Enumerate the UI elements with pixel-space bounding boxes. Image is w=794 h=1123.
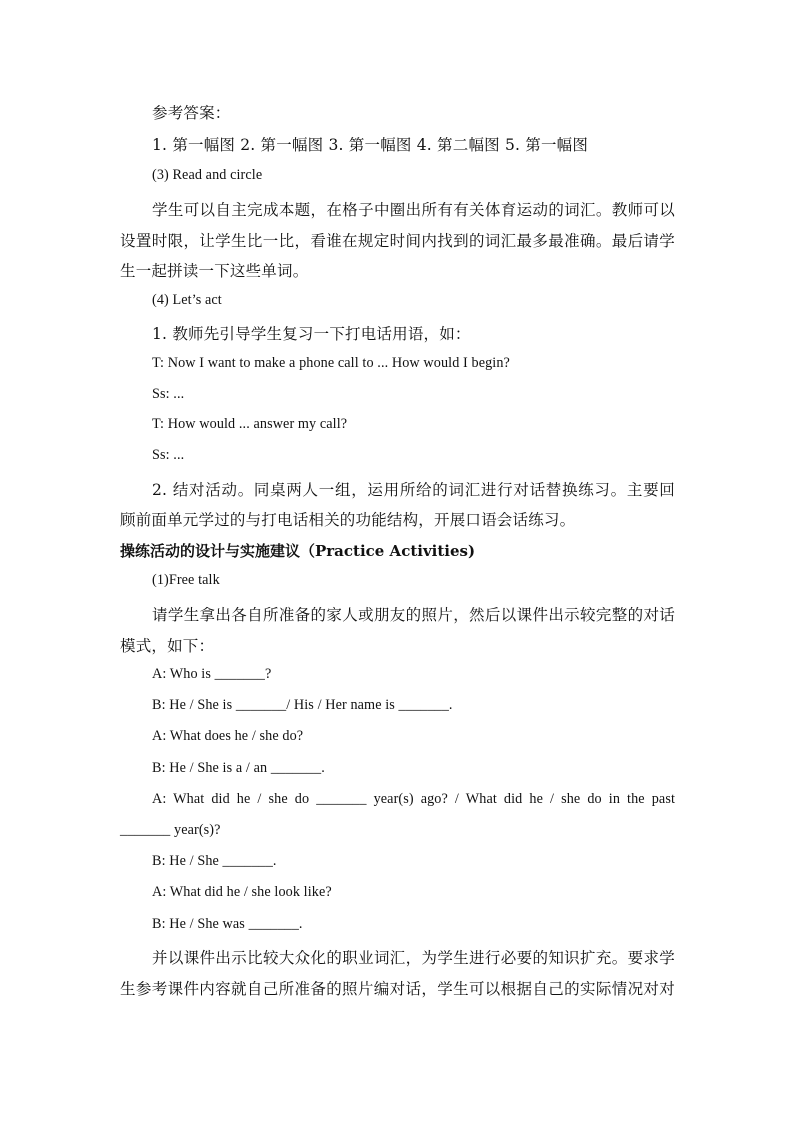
dialog-line: T: Now I want to make a phone call to ... How would I begin?: [152, 355, 510, 371]
dialog-line: B: He / She is a / an _______.: [152, 760, 325, 776]
paragraph-line: 模式，如下：: [120, 637, 215, 655]
paragraph-line: 学生可以自主完成本题，在格子中圈出所有有关体育运动的词汇。教师可以: [152, 201, 675, 219]
dialog-line: B: He / She was _______.: [152, 916, 303, 932]
practice-activities-heading: 操练活动的设计与实施建议（Practice Activities): [120, 542, 476, 560]
dialog-line: A: Who is _______?: [152, 666, 272, 682]
paragraph-line: 并以课件出示比较大众化的职业词汇，为学生进行必要的知识扩充。要求学: [152, 949, 675, 967]
dialog-line: Ss: ...: [152, 447, 185, 463]
dialog-line: B: He / She is _______/ His / Her name is _______.: [152, 697, 453, 713]
dialog-line: A: What did he / she look like?: [152, 884, 332, 900]
dialog-line: _______ year(s)?: [120, 822, 221, 838]
dialog-line: A: What did he / she do _______ year(s) ago? / What did he / she do in the past: [152, 791, 675, 807]
answers-label: 参考答案：: [152, 104, 231, 122]
answers-line: 1. 第一幅图 2. 第一幅图 3. 第一幅图 4. 第二幅图 5. 第一幅图: [152, 136, 589, 154]
paragraph-line: 设置时限，让学生比一比，看谁在规定时间内找到的词汇最多最准确。最后请学: [120, 232, 675, 250]
act-step-2-line: 2. 结对活动。同桌两人一组，运用所给的词汇进行对话替换练习。主要回: [152, 481, 675, 499]
section-title-lets-act: (4) Let’s act: [152, 292, 222, 308]
dialog-line: T: How would ... answer my call?: [152, 416, 348, 432]
paragraph-line: 生参考课件内容就自己所准备的照片编对话，学生可以根据自己的实际情况对对: [120, 980, 675, 998]
dialog-line: B: He / She _______.: [152, 853, 277, 869]
paragraph-line: 生一起拼读一下这些单词。: [120, 262, 309, 280]
section-title-free-talk: (1)Free talk: [152, 572, 220, 588]
section-title-read-and-circle: (3) Read and circle: [152, 167, 263, 183]
dialog-line: A: What does he / she do?: [152, 728, 304, 744]
act-step-1: 1. 教师先引导学生复习一下打电话用语，如：: [152, 325, 471, 343]
paragraph-line: 请学生拿出各自所准备的家人或朋友的照片，然后以课件出示较完整的对话: [152, 606, 675, 624]
dialog-line: Ss: ...: [152, 386, 185, 402]
act-step-2-line: 顾前面单元学过的与打电话相关的功能结构，开展口语会话练习。: [120, 511, 576, 529]
